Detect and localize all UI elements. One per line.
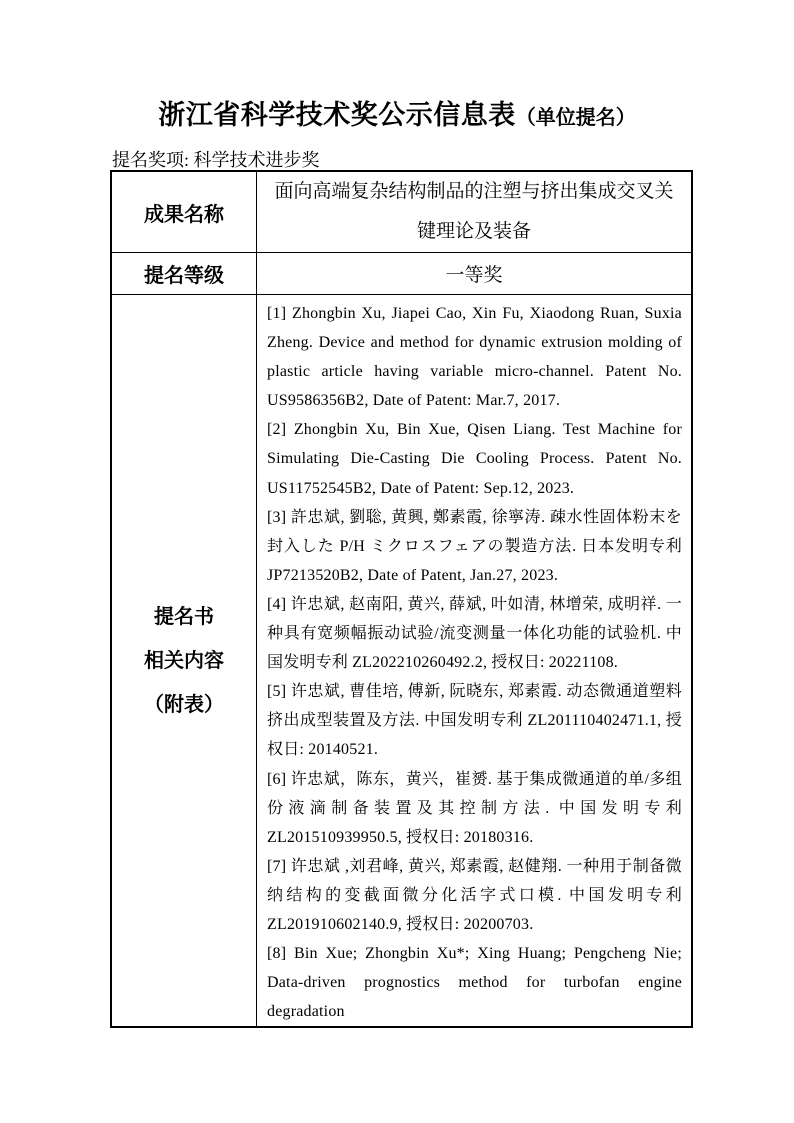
page-title: [0, 93, 794, 132]
table-row-nomination-doc: [111, 295, 692, 1028]
nomination-doc-label: [111, 295, 257, 1028]
nomination-grade-value: 一等奖: [257, 253, 693, 295]
reference-item: [5] 许忠斌, 曹佳培, 傅新, 阮晓东, 郑素霞. 动态微通道塑料挤出成型装置及方法. 中国发明专利 ZL201110402471.1, 授权日: 20140521.: [267, 683, 682, 759]
award-info-table: [110, 170, 693, 1028]
nomination-doc-references: [257, 295, 693, 1028]
result-name-label: 成果名称: [111, 171, 257, 253]
reference-item: [6] 许忠斌，陈东，黄兴，崔赟. 基于集成微通道的单/多组份液滴制备装置及其控制方法. 中国发明专利 ZL201510939950.5, 授权日: 20180316.: [267, 770, 682, 846]
award-category-line: [112, 146, 320, 172]
table-row-nomination-grade: [111, 253, 692, 295]
nomination-grade-label: 提名等级: [111, 253, 257, 295]
nomination-doc-label-line: 相关内容: [144, 649, 224, 672]
page-title-main: 浙江省科学技术奖公示信息表: [158, 100, 516, 130]
reference-item: [2] Zhongbin Xu, Bin Xue, Qisen Liang. Test Machine for Simulating Die-Casting Die Cooling Process. Patent No. US11752545B2, Date of Patent: Sep.12, 2023.: [267, 421, 682, 497]
nomination-doc-label-line: （附表）: [144, 693, 224, 716]
award-category-value: 科学技术进步奖: [193, 150, 320, 170]
table-row-result-name: [111, 171, 692, 253]
reference-item: [4] 许忠斌, 赵南阳, 黄兴, 薛斌, 叶如清, 林增荣, 成明祥. 一种具有宽频幅振动试验/流变测量一体化功能的试验机. 中国发明专利 ZL202210260492.2, 授权日: 20221108.: [267, 595, 682, 672]
result-name-value: 面向高端复杂结构制品的注塑与挤出集成交叉关键理论及装备: [257, 171, 693, 253]
award-category-label: 提名奖项:: [112, 150, 190, 170]
reference-item: [1] Zhongbin Xu, Jiapei Cao, Xin Fu, Xiaodong Ruan, Suxia Zheng. Device and method for dynamic extrusion molding of plastic article having variable micro-channel. Patent No. US9586356B2, Date of Patent: Mar.7, 2017.: [267, 305, 682, 410]
reference-item: [3] 許忠斌, 劉聡, 黄興, 鄭素霞, 徐寧涛. 疎水性固体粉末を封入した P/H ミクロスフェアの製造方法. 日本发明专利 JP7213520B2, Date of Patent, Jan.27, 2023.: [267, 508, 682, 584]
page-title-paren: （单位提名）: [515, 107, 636, 129]
reference-item: [8] Bin Xue; Zhongbin Xu*; Xing Huang; Pengcheng Nie; Data-driven prognostics method for turbofan engine degradation: [267, 945, 682, 1021]
nomination-doc-label-line: 提名书: [154, 605, 214, 628]
reference-item: [7] 许忠斌 ,刘君峰, 黄兴, 郑素霞, 赵健翔. 一种用于制备微纳结构的变截面微分化活字式口模. 中国发明专利 ZL201910602140.9, 授权日: 20200703.: [267, 857, 682, 933]
